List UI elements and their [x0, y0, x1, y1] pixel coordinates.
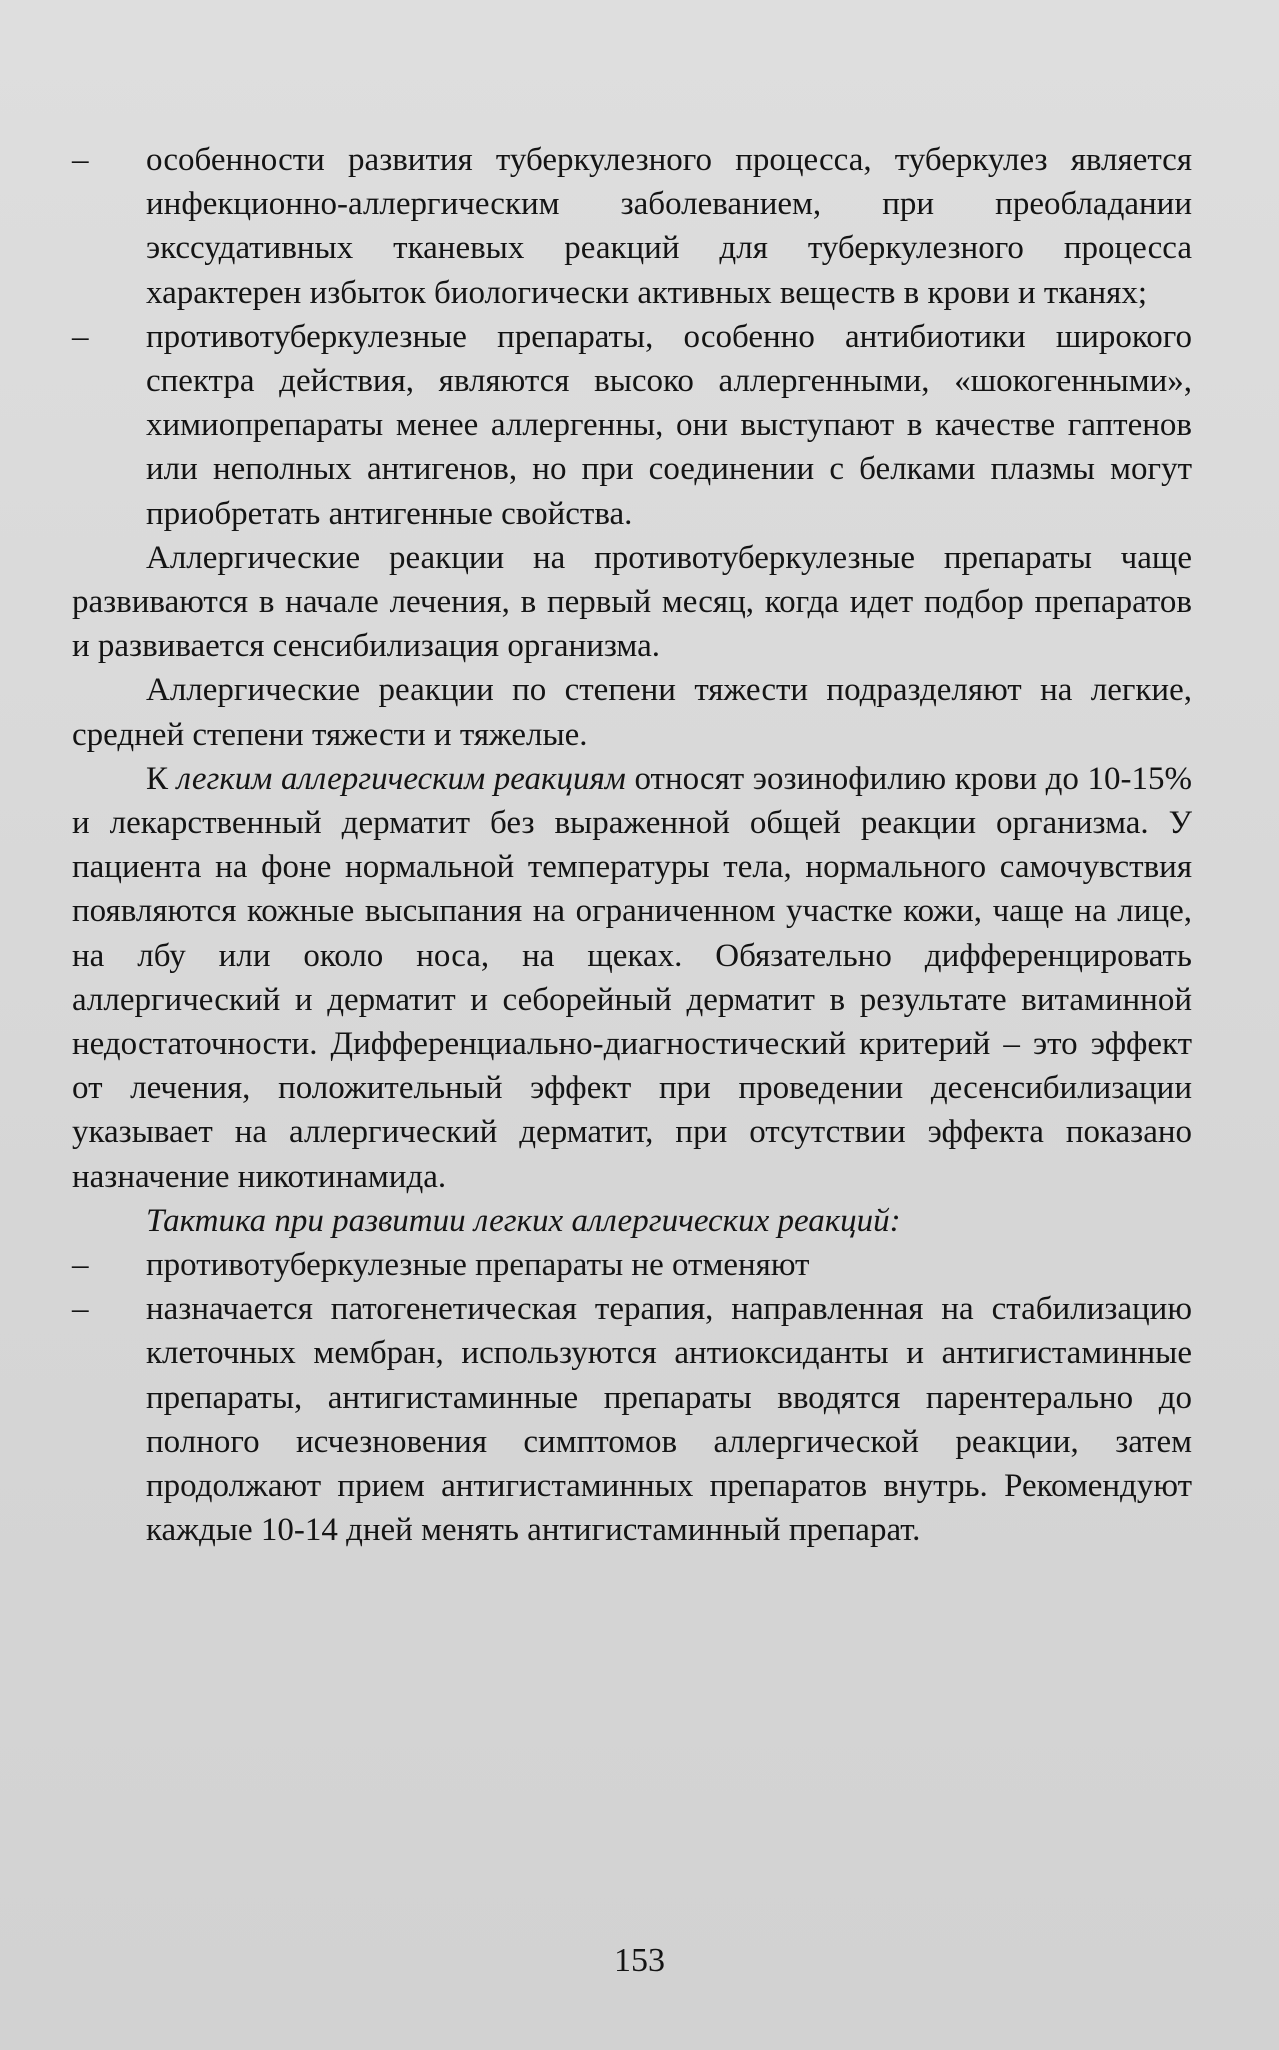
list-dash: –	[72, 1247, 89, 1284]
list-dash: –	[72, 142, 89, 178]
page-number: 153	[614, 1942, 665, 1979]
list-item	[72, 315, 1192, 536]
list-dash: –	[72, 1291, 89, 1328]
paragraph: Аллергические реакции на противотуберкулезные препараты чаще развиваются в начале лечения, в первый месяц, когда идет подбор препаратов и развивается сенсибилизация организма.	[72, 539, 1192, 665]
list-dash: –	[72, 318, 89, 355]
list-item-text: особенности развития туберкулезного процесса, туберкулез является инфекционно-аллергическим заболеванием, при преобладании экссудативных тканевых реакций для туберкулезного процесса характерен избыток биологически активных веществ в крови и тканях;	[146, 142, 1192, 311]
list-item	[72, 138, 1192, 315]
list-item	[72, 1243, 1192, 1287]
page-content	[72, 138, 1192, 1553]
section-heading: Тактика при развитии легких аллергических реакций:	[146, 1202, 901, 1239]
list-item-text: противотуберкулезные препараты не отменяют	[146, 1247, 810, 1284]
list-item-text: назначается патогенетическая терапия, направленная на стабилизацию клеточных мембран, используются антиоксиданты и антигистаминные препараты, антигистаминные препараты вводятся парентерально до полного исчезновения симптомов аллергической реакции, затем продолжают прием антигистаминных препаратов внутрь. Рекомендуют каждые 10-14 дней менять антигистаминный препарат.	[146, 1291, 1192, 1549]
paragraph	[72, 757, 1192, 1199]
paragraph-lead: К	[146, 760, 169, 797]
paragraph-text: относят эозинофилию крови до 10-15% и лекарственный дерматит без выраженной общей реакции организма. У пациента на фоне нормальной температуры тела, нормального самочувствия появляются кожные высыпания на ограниченном участке кожи, чаще на лице, на лбу или около носа, на щеках. Обязательно дифференцировать аллергический и дерматит и себорейный дерматит в результате витаминной недостаточности. Дифференциально-диагностический критерий – это эффект от лечения, положительный эффект при проведении десенсибилизации указывает на аллергический дерматит, при отсутствии эффекта показано назначение никотинамида.	[72, 760, 1192, 1195]
italic-term: легким аллергическим реакциям	[176, 760, 626, 797]
paragraph: Аллергические реакции по степени тяжести подразделяют на легкие, средней степени тяжести и тяжелые.	[72, 672, 1192, 753]
list-item	[72, 1287, 1192, 1552]
list-item-text: противотуберкулезные препараты, особенно антибиотики широкого спектра действия, являются высоко аллергенными, «шокогенными», химиопрепараты менее аллергенны, они выступают в качестве гаптенов или неполных антигенов, но при соединении с белками плазмы могут приобретать антигенные свойства.	[146, 318, 1192, 532]
